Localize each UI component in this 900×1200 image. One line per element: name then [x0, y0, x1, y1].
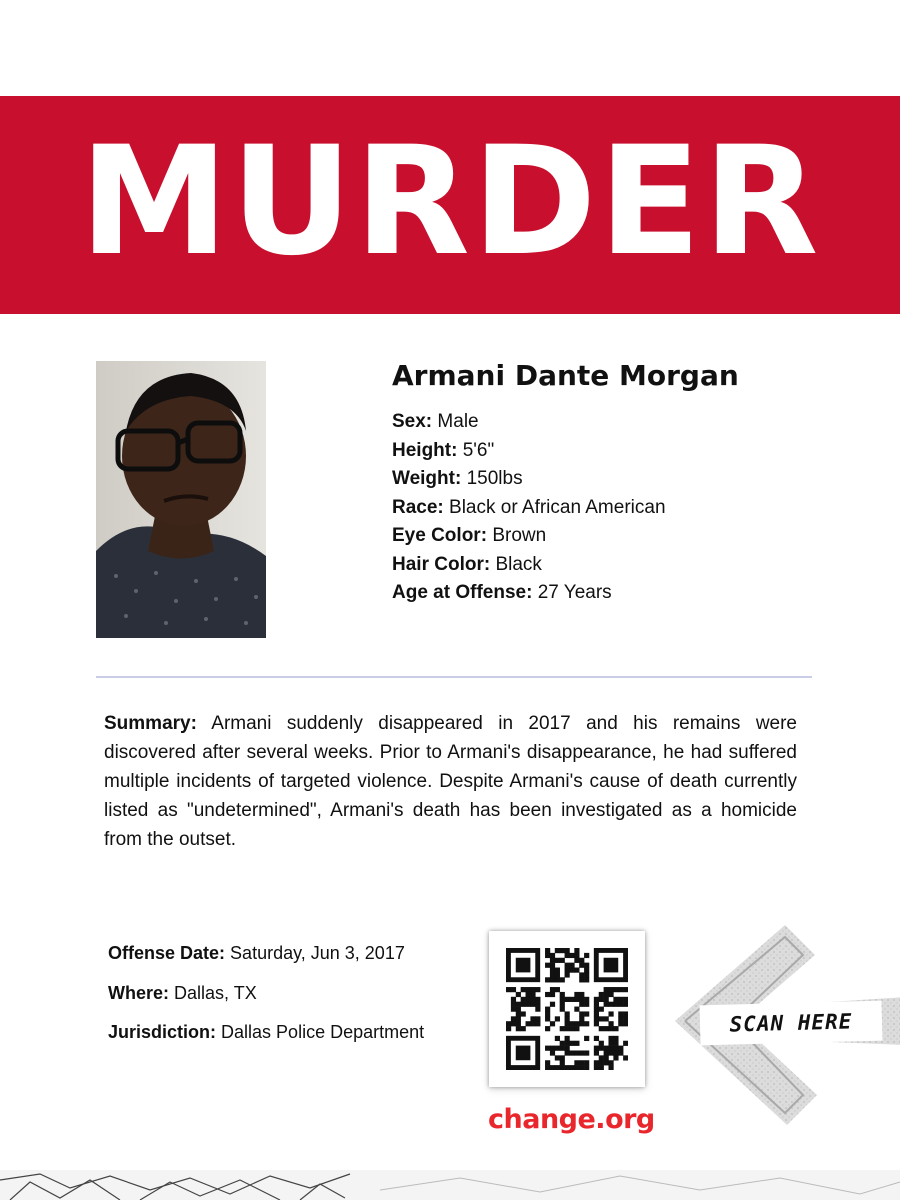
detail-label: Hair Color: — [392, 553, 491, 575]
detail-label: Age at Offense: — [392, 582, 533, 603]
detail-label: Weight: — [392, 468, 462, 489]
detail-label: Sex: — [392, 411, 433, 432]
detail-value: Black — [495, 553, 542, 575]
scan-here-text: SCAN HERE — [729, 1009, 853, 1037]
detail-item — [392, 522, 666, 551]
summary-paragraph — [104, 709, 797, 854]
detail-item — [392, 494, 666, 523]
change-org-logo[interactable]: change.org — [488, 1104, 655, 1135]
summary-label: Summary: — [104, 713, 197, 734]
detail-item — [392, 551, 666, 580]
qr-code-card[interactable] — [489, 931, 645, 1087]
summary-text: Armani suddenly disappeared in 2017 and his remains were discovered after several weeks. Prior to Armani's disappearance, he had suffered multiple incidents of targeted violence. Despite Armani's cause of death currently listed as "undetermined", Armani's death has been investigated as a homicide from the outset. — [104, 713, 797, 850]
detail-value: 5'6" — [462, 439, 495, 461]
victim-photo — [96, 361, 266, 638]
detail-label: Race: — [392, 496, 444, 518]
offense-item — [108, 938, 424, 978]
title-banner — [0, 96, 900, 314]
detail-item — [392, 465, 666, 494]
offense-label: Jurisdiction: — [108, 1022, 217, 1042]
footer-map-decoration — [0, 1170, 900, 1200]
victim-name: Armani Dante Morgan — [392, 359, 739, 392]
detail-item — [392, 579, 666, 608]
detail-label: Height: — [392, 439, 458, 461]
qr-code-icon[interactable] — [506, 948, 628, 1070]
detail-value: 150lbs — [466, 468, 523, 489]
section-divider — [96, 676, 812, 678]
offense-label: Where: — [108, 982, 170, 1003]
detail-value: Black or African American — [449, 496, 666, 518]
offense-list — [108, 938, 424, 1057]
offense-item — [108, 1017, 424, 1057]
scan-here-label — [700, 1001, 883, 1046]
detail-item — [392, 437, 666, 466]
banner-title: MURDER — [79, 115, 821, 289]
offense-label: Offense Date: — [108, 943, 226, 963]
offense-value: Dallas Police Department — [221, 1022, 425, 1042]
detail-value: Brown — [492, 525, 547, 546]
detail-label: Eye Color: — [392, 525, 488, 546]
detail-item — [392, 408, 666, 437]
detail-value: Male — [437, 411, 479, 432]
offense-item — [108, 978, 424, 1018]
offense-value: Dallas, TX — [174, 982, 257, 1003]
details-list — [392, 408, 666, 608]
detail-value: 27 Years — [537, 582, 612, 603]
offense-value: Saturday, Jun 3, 2017 — [230, 943, 405, 963]
